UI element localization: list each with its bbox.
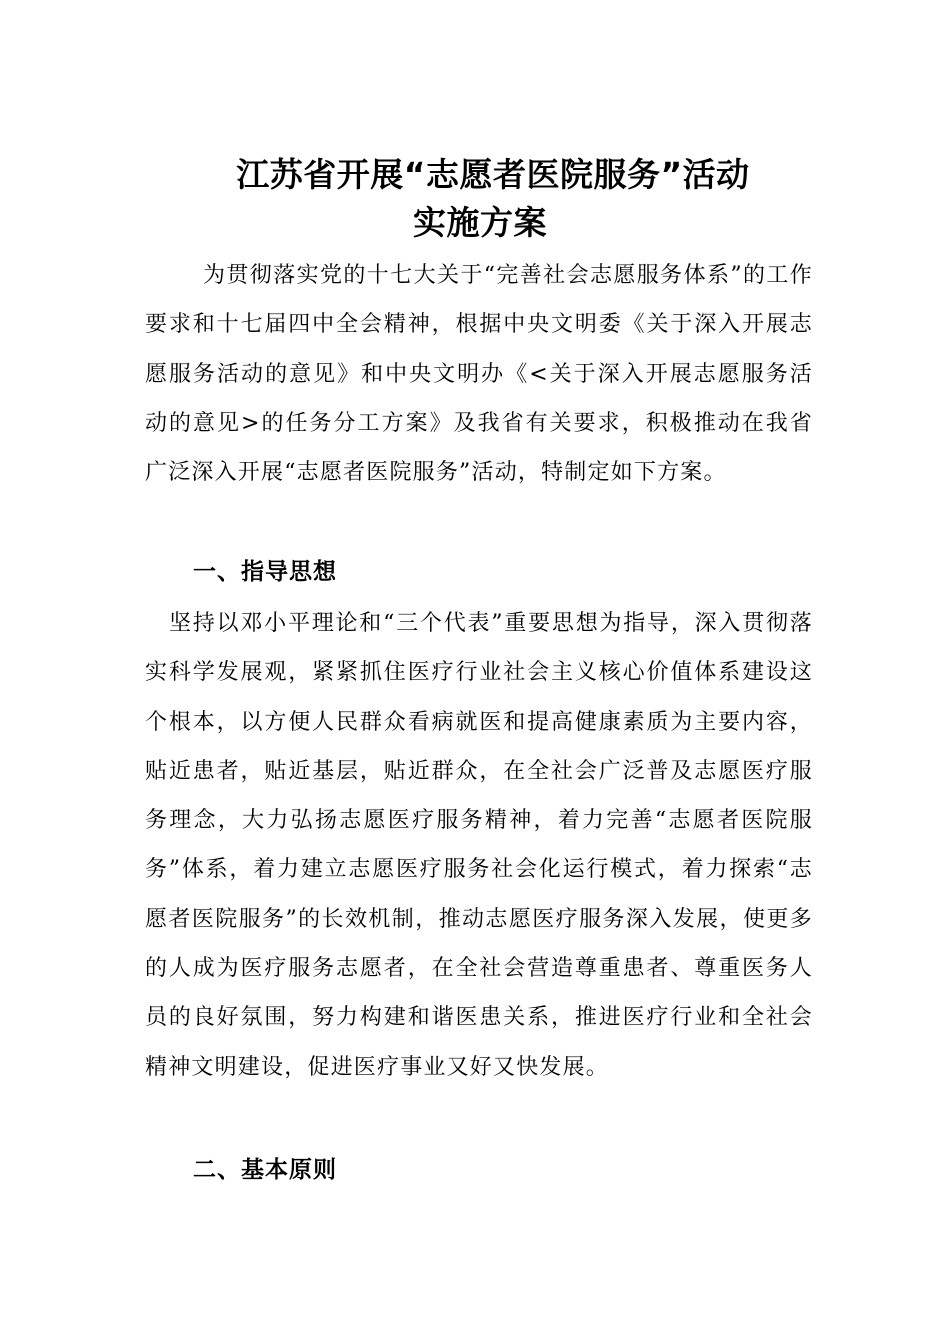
- guiding-ideology-paragraph: 坚持以邓小平理论和“三个代表”重要思想为指导，深入贯彻落实科学发展观，紧紧抓住医疗行业社会主义核心价值体系建设这个根本，以方便人民群众看病就医和提高健康素质为主要内容，贴近患者，贴近基层，贴近群众，在全社会广泛普及志愿医疗服务理念，大力弘扬志愿医疗服务精神，着力完善“志愿者医院服务”体系，着力建立志愿医疗服务社会化运行模式，着力探索“志愿者医院服务”的长效机制，推动志愿医疗服务深入发展，使更多的人成为医疗服务志愿者，在全社会营造尊重患者、尊重医务人员的良好氛围，努力构建和谐医患关系，推进医疗行业和全社会精神文明建设，促进医疗事业又好又快发展。: [145, 611, 813, 1080]
- section-heading-basic-principles: 二、基本原则: [193, 1157, 337, 1183]
- document-subtitle: 实施方案: [413, 203, 547, 242]
- intro-paragraph: 为贯彻落实党的十七大关于“完善社会志愿服务体系”的工作要求和十七届四中全会精神，根据中央文明委《关于深入开展志愿服务活动的意见》和中央文明办《<关于深入开展志愿服务活动的意见>的任务分工方案》及我省有关要求，积极推动在我省广泛深入开展“志愿者医院服务”活动，特制定如下方案。: [145, 263, 813, 486]
- section-heading-guiding-ideology: 一、指导思想: [193, 559, 337, 585]
- document-title: 江苏省开展“志愿者医院服务”活动: [236, 155, 750, 194]
